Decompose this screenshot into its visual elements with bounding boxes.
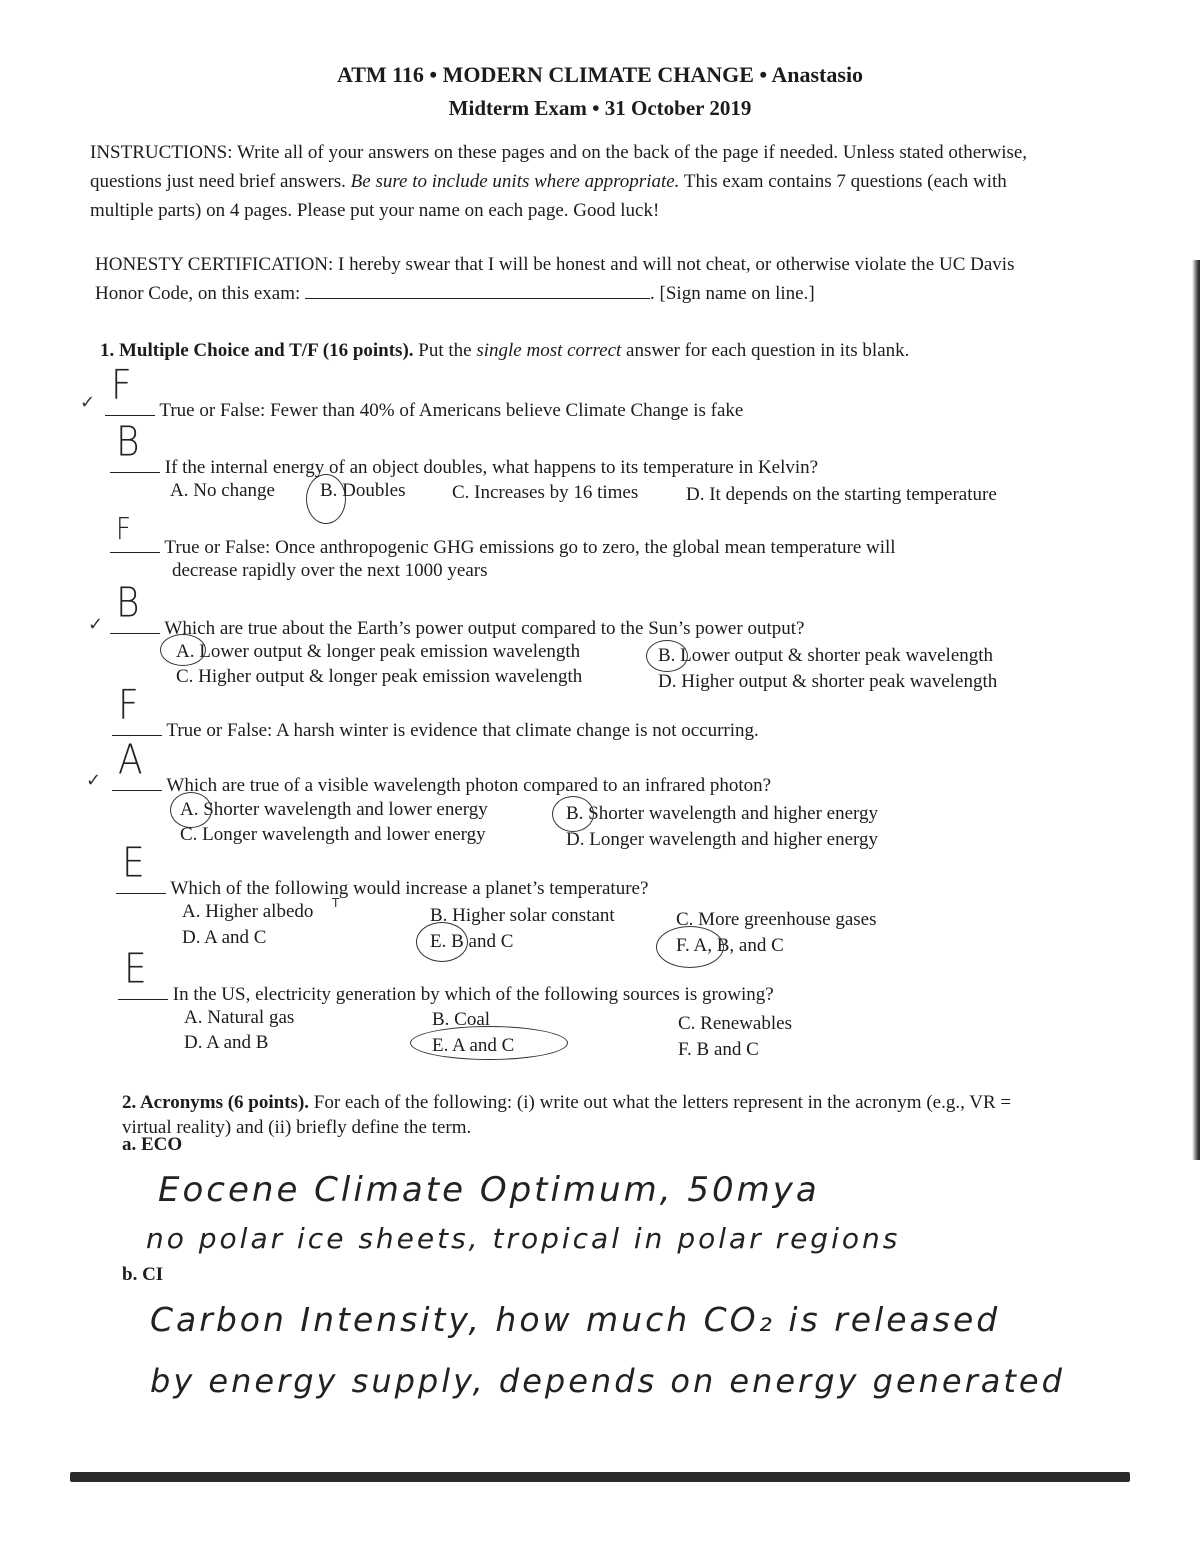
margin-note: T — [332, 896, 340, 910]
section-1-heading — [100, 340, 1100, 362]
instructions-lead: INSTRUCTIONS: — [90, 142, 233, 163]
option-c: C. More greenhouse gases — [676, 909, 877, 930]
question-3 — [110, 512, 896, 560]
option-d: D. It depends on the starting temperature — [686, 484, 997, 505]
answer-circle — [410, 1026, 568, 1060]
option-d: D. A and B — [184, 1032, 269, 1053]
question-text: True or False: A harsh winter is evidence that climate change is not occurring. — [166, 720, 759, 741]
honesty-text: HONESTY CERTIFICATION: I hereby swear that I will be honest and will not cheat, or otherwise violate the UC Davis Honor Code, on this exam: — [95, 254, 1015, 304]
acronym-label-ci: b. CI — [122, 1264, 164, 1285]
section-1-text-2: answer for each question in its blank. — [626, 340, 910, 361]
question-8 — [118, 945, 774, 1007]
signature-line[interactable] — [305, 280, 650, 299]
section-1-text: Put the — [418, 340, 472, 361]
question-7 — [116, 839, 649, 901]
question-6 — [112, 736, 772, 798]
answer-blank[interactable] — [112, 736, 162, 791]
honesty-certification — [95, 250, 1055, 308]
page-edge-shadow — [1192, 260, 1200, 1160]
answer-circle — [416, 922, 468, 962]
acronym-label-eco: a. ECO — [122, 1134, 183, 1155]
instructions-text-2: This exam contains 7 questions (each with multiple parts) on 4 pages. Please put your name on each page. Good luck! — [90, 171, 1007, 221]
question-text: In the US, electricity generation by which of the following sources is growing? — [172, 984, 774, 1005]
exam-title: ATM 116 • MODERN CLIMATE CHANGE • Anastasio — [336, 62, 864, 87]
option-f: F. B and C — [678, 1039, 759, 1060]
question-text: True or False: Fewer than 40% of Americans believe Climate Change is fake — [159, 400, 744, 421]
option-d: D. Longer wavelength and higher energy — [566, 829, 878, 850]
section-2-text: For each of the following: (i) write out what the letters represent in the acronym (e.g., VR = virtual reality) and (ii) briefly define the term. — [122, 1092, 1012, 1138]
answer-circle — [552, 796, 594, 832]
question-5 — [112, 681, 759, 743]
option-a: A. Higher albedo — [182, 901, 314, 922]
answer-circle — [160, 634, 206, 666]
option-c: C. Higher output & longer peak emission wavelength — [176, 666, 583, 687]
question-4 — [110, 579, 805, 641]
handwritten-answer: F — [111, 361, 132, 410]
handwritten-answer: E — [124, 945, 147, 994]
handwritten-answer: B — [116, 418, 140, 467]
handwritten-answer: F — [118, 681, 139, 730]
option-e: E. B and C — [430, 931, 514, 952]
question-text: If the internal energy of an object doubles, what happens to its temperature in Kelvin? — [164, 457, 819, 478]
handwritten-answer: A — [118, 736, 143, 785]
handwritten-answer: F — [116, 512, 131, 548]
answer-blank[interactable] — [112, 681, 162, 736]
question-text: Which are true about the Earth’s power output compared to the Sun’s power output? — [164, 618, 805, 639]
answer-circle — [170, 792, 212, 828]
question-2 — [110, 418, 819, 480]
option-b: B. Coal — [432, 1009, 491, 1030]
question-text: True or False: Once anthropogenic GHG emissions go to zero, the global mean temperature will — [164, 537, 896, 558]
option-c: C. Longer wavelength and lower energy — [180, 824, 486, 845]
answer-circle — [656, 926, 724, 968]
check-mark: ✓ — [88, 614, 104, 635]
answer-blank[interactable] — [110, 512, 160, 553]
answer-circle — [646, 640, 688, 672]
section-1-emphasis: single most correct — [476, 340, 622, 361]
section-2-heading — [122, 1090, 1062, 1140]
option-a: A. Lower output & longer peak emission wavelength — [176, 641, 581, 662]
answer-circle — [306, 474, 346, 524]
option-c: C. Renewables — [678, 1013, 792, 1034]
answer-blank[interactable] — [105, 361, 155, 416]
handwritten-answer-eco-1: Eocene Climate Optimum, 50mya — [158, 1170, 820, 1210]
question-1 — [105, 361, 744, 423]
bottom-edge-rule — [70, 1472, 1130, 1482]
instructions — [90, 138, 1040, 225]
check-mark: ✓ — [86, 770, 102, 791]
honesty-suffix: . [Sign name on line.] — [650, 283, 815, 304]
option-a: A. No change — [170, 480, 275, 501]
handwritten-answer: E — [122, 839, 145, 888]
handwritten-answer: B — [116, 579, 140, 628]
option-d: D. A and C — [182, 927, 267, 948]
option-a: A. Shorter wavelength and lower energy — [180, 799, 488, 820]
question-3-continued: decrease rapidly over the next 1000 years — [172, 560, 488, 581]
instructions-emphasis: Be sure to include units where appropriate. — [350, 171, 680, 192]
section-2-title: 2. Acronyms (6 points). — [122, 1092, 310, 1113]
check-mark: ✓ — [80, 392, 96, 413]
question-text: Which of the following would increase a planet’s temperature? — [170, 878, 649, 899]
answer-blank[interactable] — [116, 839, 166, 894]
instructions-text: Write all of your answers on these pages and on the back of the page if needed. Unless stated otherwise, questions just need brief answers. — [90, 142, 1028, 192]
section-1-title: 1. Multiple Choice and T/F (16 points). — [100, 340, 414, 361]
handwritten-answer-eco-2: no polar ice sheets, tropical in polar regions — [146, 1222, 901, 1255]
question-text: Which are true of a visible wavelength photon compared to an infrared photon? — [166, 775, 772, 796]
option-f: F. A, B, and C — [676, 935, 784, 956]
option-d: D. Higher output & shorter peak wavelength — [658, 671, 998, 692]
option-b: B. Shorter wavelength and higher energy — [566, 803, 879, 824]
option-c: C. Increases by 16 times — [452, 482, 639, 503]
option-b: B. Doubles — [320, 480, 406, 501]
option-b: B. Higher solar constant — [430, 905, 615, 926]
option-a: A. Natural gas — [184, 1007, 295, 1028]
answer-blank[interactable] — [118, 945, 168, 1000]
answer-blank[interactable] — [110, 418, 160, 473]
option-b: B. Lower output & shorter peak wavelength — [658, 645, 994, 666]
option-e: E. A and C — [432, 1035, 515, 1056]
handwritten-answer-ci-2: by energy supply, depends on energy generated — [150, 1362, 1065, 1400]
exam-subtitle: Midterm Exam • 31 October 2019 — [448, 96, 752, 120]
handwritten-answer-ci-1: Carbon Intensity, how much CO₂ is released — [150, 1300, 1001, 1339]
answer-blank[interactable] — [110, 579, 160, 634]
